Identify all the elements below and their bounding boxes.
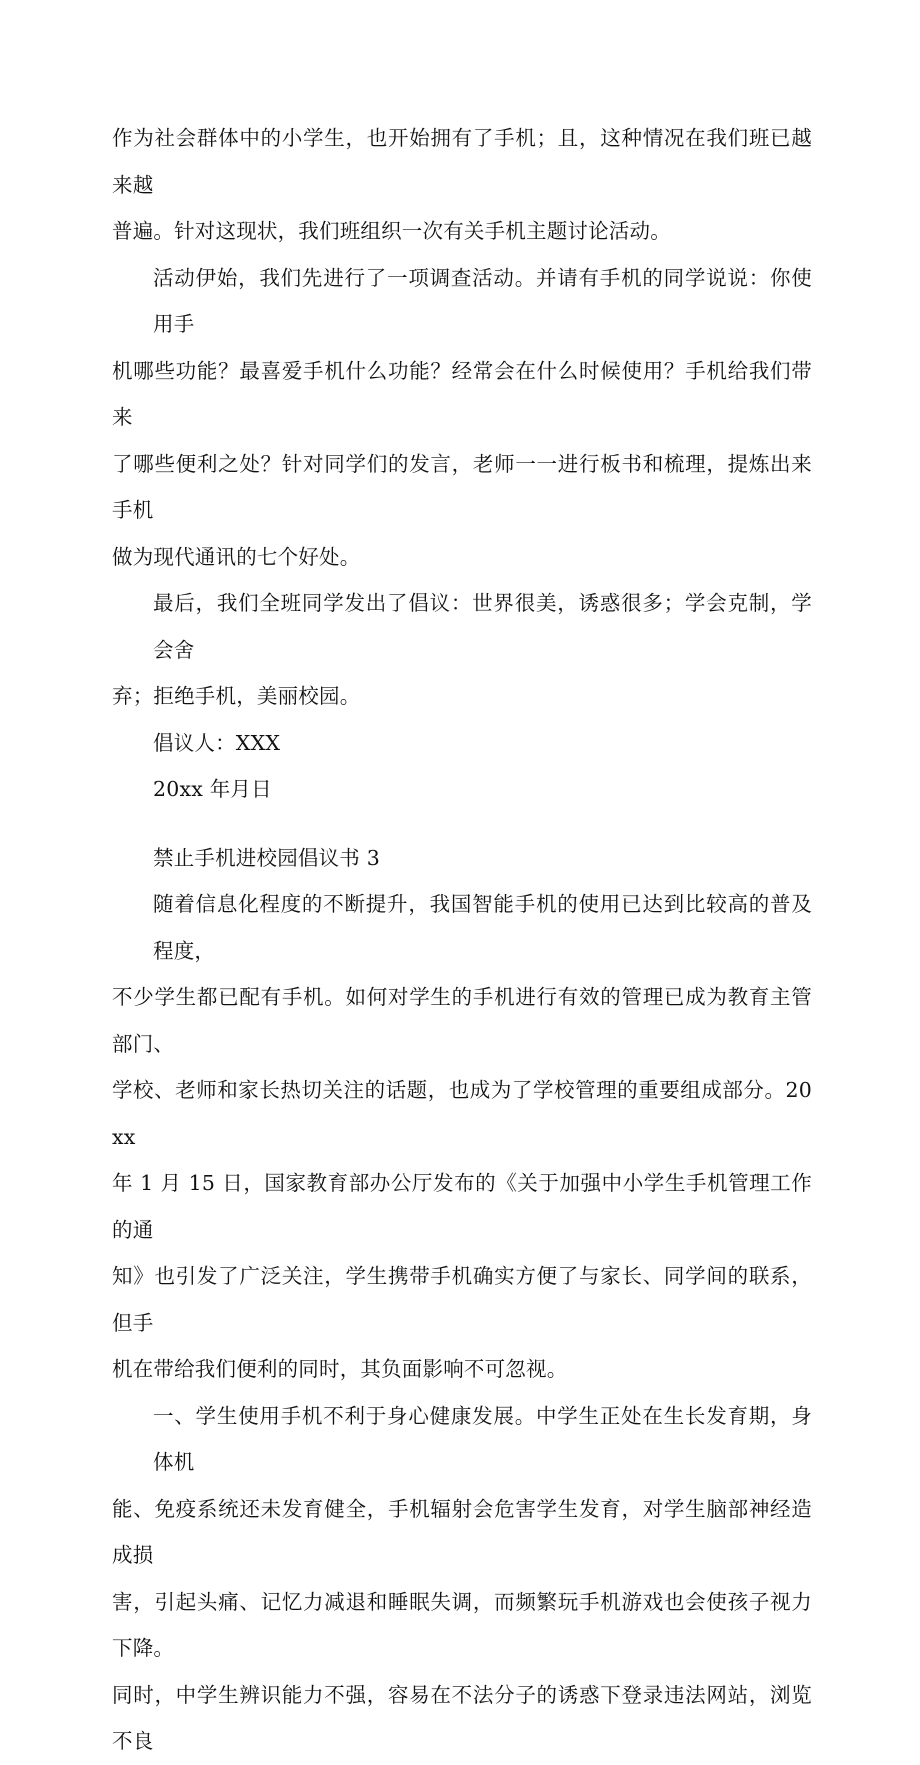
- text-line: 做为现代通讯的七个好处。: [112, 544, 361, 569]
- paragraph-1: [112, 115, 812, 255]
- text-line: 一、学生使用手机不利于身心健康发展。中学生正处在生长发育期，身体机: [153, 1403, 812, 1474]
- text-line: 机在带给我们便利的同时，其负面影响不可忽视。: [112, 1357, 568, 1381]
- text-line: 作为社会群体中的小学生，也开始拥有了手机；且，这种情况在我们班已越来越: [112, 126, 812, 197]
- text-line: 最后，我们全班同学发出了倡议：世界很美，诱惑很多；学会克制，学会舍: [153, 591, 812, 662]
- text-line: 能、免疫系统还未发育健全，手机辐射会危害学生发育，对学生脑部神经造成损: [112, 1496, 812, 1567]
- signature-date: 20xx 年月日: [153, 777, 272, 801]
- text-line: 害，引起头痛、记忆力减退和睡眠失调，而频繁玩手机游戏也会使孩子视力下降。: [112, 1589, 812, 1660]
- paragraph-2: [112, 255, 812, 581]
- text-line: 随着信息化程度的不断提升，我国智能手机的使用已达到比较高的普及程度，: [153, 892, 812, 963]
- text-line: 弃；拒绝手机，美丽校园。: [112, 684, 361, 708]
- section-paragraph-2: [112, 1393, 812, 1765]
- text-line: 知》也引发了广泛关注，学生携带手机确实方便了与家长、同学间的联系，但手: [112, 1264, 812, 1335]
- proposer-signature: 倡议人：XXX: [153, 730, 281, 755]
- text-line: 了哪些便利之处？针对同学们的发言，老师一一进行板书和梳理，提炼出来手机: [112, 451, 812, 522]
- text-line: 同时，中学生辨识能力不强，容易在不法分子的诱惑下登录违法网站，浏览不良: [112, 1682, 812, 1753]
- paragraph-3: [112, 580, 812, 720]
- text-line: 机哪些功能？最喜爱手机什么功能？经常会在什么时候使用？手机给我们带来: [112, 358, 812, 429]
- text-line: 年 1 月 15 日，国家教育部办公厅发布的《关于加强中小学生手机管理工作的通: [112, 1171, 812, 1242]
- document-page: [112, 115, 812, 1765]
- text-line: 普遍。针对这现状，我们班组织一次有关手机主题讨论活动。: [112, 219, 671, 243]
- text-line: 不少学生都已配有手机。如何对学生的手机进行有效的管理已成为教育主管部门、: [112, 985, 812, 1056]
- text-line: 活动伊始，我们先进行了一项调查活动。并请有手机的同学说说：你使用手: [153, 265, 812, 336]
- section-paragraph-1: [112, 881, 812, 1393]
- section-title: 禁止手机进校园倡议书 3: [153, 845, 380, 870]
- text-line: 学校、老师和家长热切关注的话题，也成为了学校管理的重要组成部分。20xx: [112, 1078, 812, 1149]
